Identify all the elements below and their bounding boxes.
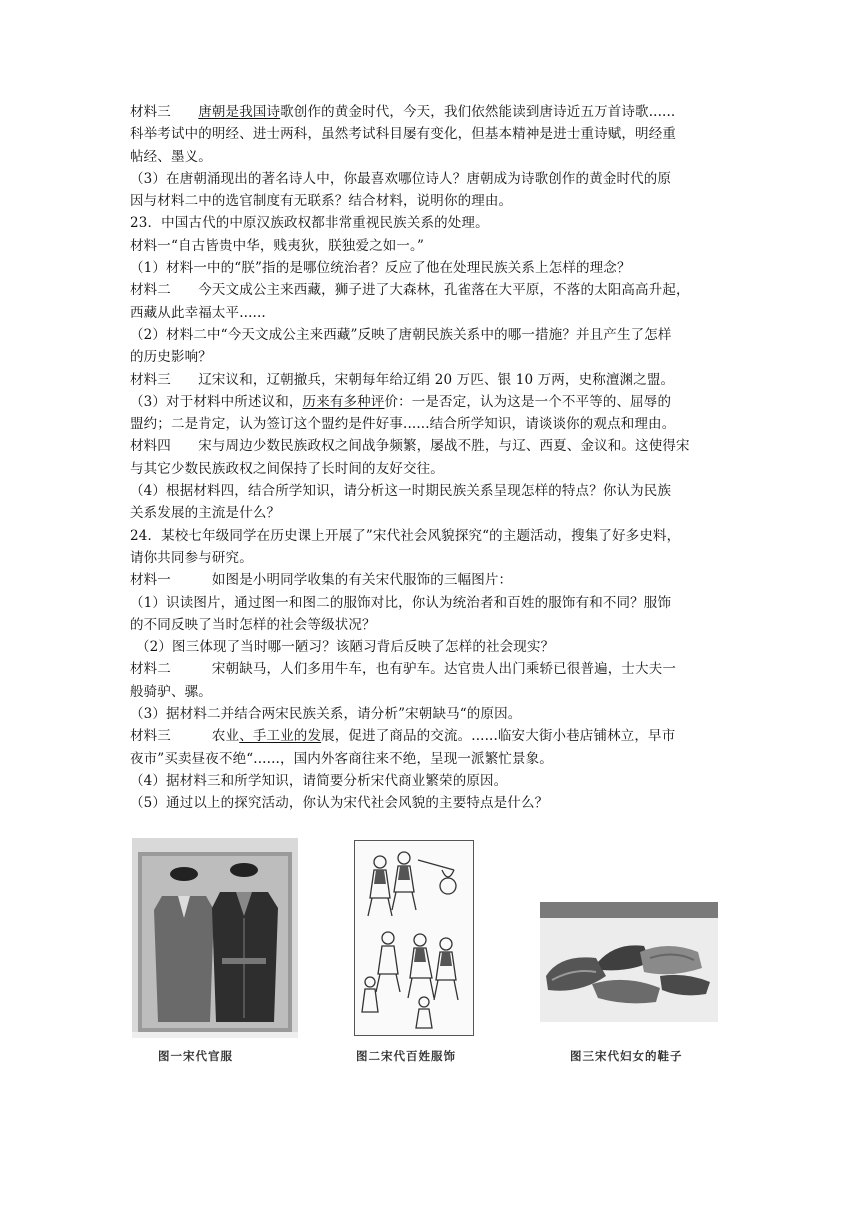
text-segment: 价：一是否定，认为这是一个不平等的、屈辱的 <box>384 393 672 410</box>
text-line <box>130 792 742 814</box>
text-segment: 材料四 宋与周边少数民族政权之间战争频繁，屡战不胜，与辽、西夏、金议和。这使得宋 <box>130 438 690 455</box>
text-line <box>130 525 742 547</box>
text-segment: 材料一“自古皆贵中华，贱夷狄，朕独爱之如一。” <box>130 237 425 254</box>
text-line <box>130 435 742 457</box>
text-line <box>130 502 742 524</box>
text-line <box>130 681 742 703</box>
figure3-caption: 图三宋代妇女的鞋子 <box>570 1049 683 1063</box>
text-line <box>130 658 742 680</box>
text-segment: （5）通过以上的探究活动，你认为宋代社会风貌的主要特点是什么？ <box>130 795 549 812</box>
underlined-text: 、手工业的发 <box>239 728 322 745</box>
text-segment: 请你共同参与研究。 <box>130 549 253 566</box>
text-segment: 夜市”买卖昼夜不绝“......，国内外客商往来不绝，呈现一派繁忙景象。 <box>130 750 553 767</box>
text-line <box>130 703 742 725</box>
text-segment: 材料二 今天文成公主来西藏，狮子进了大森林，孔雀落在大平原，不落的太阳高高升起， <box>130 282 690 299</box>
text-segment: 科举考试中的明经、进士两科，虽然考试科目屡有变化，但基本精神是进士重诗赋，明经重 <box>130 126 676 143</box>
text-segment: 材料三 <box>130 104 199 120</box>
underlined-text: 唐朝是我国诗 <box>198 104 281 120</box>
text-line <box>130 480 742 502</box>
text-line <box>130 101 742 123</box>
text-segment: （2）材料二中“今天文成公主来西藏”反映了唐朝民族关系中的哪一措施？并且产生了怎样 <box>130 326 672 343</box>
text-line <box>130 748 742 770</box>
text-segment: 西藏从此幸福太平...... <box>130 304 266 321</box>
figure1-caption: 图一宋代官服 <box>158 1049 233 1063</box>
text-segment: （2）图三体现了当时哪一陋习？该陋习背后反映了怎样的社会现实？ <box>136 639 555 656</box>
text-segment: 帖经、墨义。 <box>130 148 212 165</box>
text-segment: 因与材料二中的选官制度有无联系？结合材料，说明你的理由。 <box>130 193 513 210</box>
text-segment: 展，促进了商品的交流。......临安大街小巷店铺林立，早市 <box>321 728 676 745</box>
text-line <box>130 168 742 190</box>
exam-text <box>130 101 742 815</box>
text-segment: （1）材料一中的“朕”指的是哪位统治者？反应了他在处理民族关系上怎样的理念？ <box>130 260 631 277</box>
text-segment: （4）据材料三和所学知识，请简要分析宋代商业繁荣的原因。 <box>130 772 508 789</box>
text-segment: 材料三 辽宋议和，辽朝撤兵，宋朝每年给辽绢 20 万匹、银 10 万两，史称澶渊之盟。 <box>130 371 675 388</box>
text-line <box>130 324 742 346</box>
text-line <box>130 190 742 212</box>
text-line <box>130 569 742 591</box>
text-line <box>130 123 742 145</box>
text-line <box>130 770 742 792</box>
text-line <box>130 369 742 391</box>
text-line <box>130 346 742 368</box>
figure-commoner-clothing <box>354 840 474 1036</box>
figure2-caption: 图二宋代百姓服饰 <box>356 1049 456 1063</box>
text-line <box>130 279 742 301</box>
text-line <box>130 614 742 636</box>
text-line <box>130 235 742 257</box>
text-segment: （1）识读图片，通过图一和图二的服饰对比，你认为统治者和百姓的服饰有和不同？服饰 <box>130 594 672 611</box>
text-segment: 般骑驴、骡。 <box>130 683 212 700</box>
text-line <box>130 413 742 435</box>
figure-row <box>128 838 738 1078</box>
text-segment: 24．某校七年级同学在历史课上开展了”宋代社会风貌探究“的主题活动，搜集了好多史料， <box>130 527 681 544</box>
text-line <box>130 257 742 279</box>
text-line <box>130 391 742 413</box>
text-line <box>130 458 742 480</box>
text-line <box>130 212 742 234</box>
text-segment: 的历史影响？ <box>130 349 212 366</box>
text-segment: 与其它少数民族政权之间保持了长时间的友好交往。 <box>130 460 444 477</box>
text-segment: 材料一 如图是小明同学收集的有关宋代服饰的三幅图片： <box>130 572 513 589</box>
underlined-text: 历来有多种评 <box>302 393 385 410</box>
text-segment: 材料三 农业 <box>130 728 240 745</box>
text-line <box>130 725 742 747</box>
official-robes-photo-icon <box>132 838 298 1038</box>
text-segment: 的不同反映了当时怎样的社会等级状况？ <box>130 616 376 633</box>
text-segment: 盟约；二是肯定，认为签订这个盟约是件好事......结合所学知识，请谈谈你的观点和理由。 <box>130 416 676 433</box>
text-line <box>130 302 742 324</box>
text-segment: 材料二 宋朝缺马，人们多用牛车，也有驴车。达官贵人出门乘轿已很普遍，士大夫一 <box>130 661 676 678</box>
text-line <box>130 592 742 614</box>
text-segment: 23．中国古代的中原汉族政权都非常重视民族关系的处理。 <box>130 215 489 232</box>
text-segment: （3）在唐朝涌现出的著名诗人中，你最喜欢哪位诗人？唐朝成为诗歌创作的黄金时代的原 <box>130 170 672 187</box>
text-segment: （4）根据材料四，结合所学知识，请分析这一时期民族关系呈现怎样的特点？你认为民族 <box>130 483 672 500</box>
figure-bound-feet-shoes <box>540 902 718 1022</box>
text-line <box>130 547 742 569</box>
text-segment: （3）对于材料中所述议和， <box>130 393 303 410</box>
bound-feet-shoes-photo-icon <box>540 902 718 1022</box>
text-line <box>130 636 742 658</box>
text-segment: 关系发展的主流是什么？ <box>130 505 281 522</box>
commoner-clothing-drawing-icon <box>354 840 474 1036</box>
text-line <box>130 146 742 168</box>
figure-official-robes <box>132 838 298 1038</box>
text-segment: （3）据材料二并结合两宋民族关系，请分析”宋朝缺马“的原因。 <box>130 706 522 723</box>
text-segment: 歌创作的黄金时代，今天，我们依然能读到唐诗近五万首诗歌...... <box>280 104 676 120</box>
